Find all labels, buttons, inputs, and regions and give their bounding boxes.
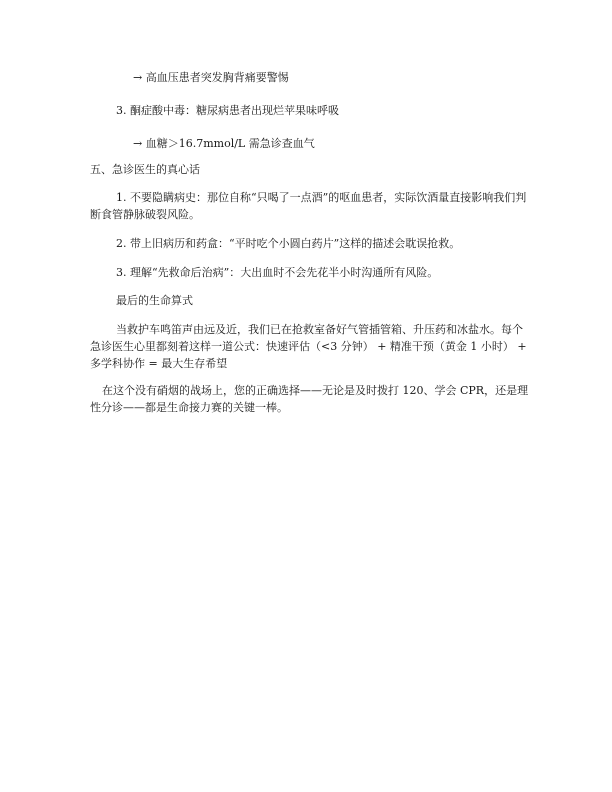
advice-item-2: 2. 带上旧病历和药盒：“平时吃个小圆白药片”这样的描述会耽误抢救。 — [116, 237, 461, 250]
paragraph-closing: 在这个没有硝烟的战场上，您的正确选择——无论是及时拨打 120、学会 CPR，还是理性分诊——都是生命接力赛的关键一棒。 — [90, 384, 529, 414]
arrow-note-blood-sugar: → 血糖＞16.7mmol/L 需急诊查血气 — [133, 137, 315, 150]
paragraph-ambulance-formula: 当救护车鸣笛声由远及近，我们已在抢救室备好气管插管箱、升压药和冰盐水。每个急诊医生心里都刻着这样一道公式：快速评估（<3 分钟） + 精准干预（黄金 1 小时） + 多学科协作 = 最大生存希望 — [90, 323, 527, 370]
advice-item-1: 1. 不要隐瞒病史：那位自称“只喝了一点酒”的呕血患者，实际饮酒量直接影响我们判断食管静脉破裂风险。 — [90, 191, 527, 221]
section-heading-doctor-advice: 五、急诊医生的真心话 — [90, 163, 200, 176]
list-item-ketoacidosis: 3. 酮症酸中毒：糖尿病患者出现烂苹果味呼吸 — [116, 104, 339, 117]
advice-item-3: 3. 理解“先救命后治病”：大出血时不会先花半小时沟通所有风险。 — [116, 266, 439, 279]
section-heading-life-formula: 最后的生命算式 — [116, 294, 193, 307]
arrow-note-hypertension: → 高血压患者突发胸背痛要警惕 — [133, 71, 289, 84]
